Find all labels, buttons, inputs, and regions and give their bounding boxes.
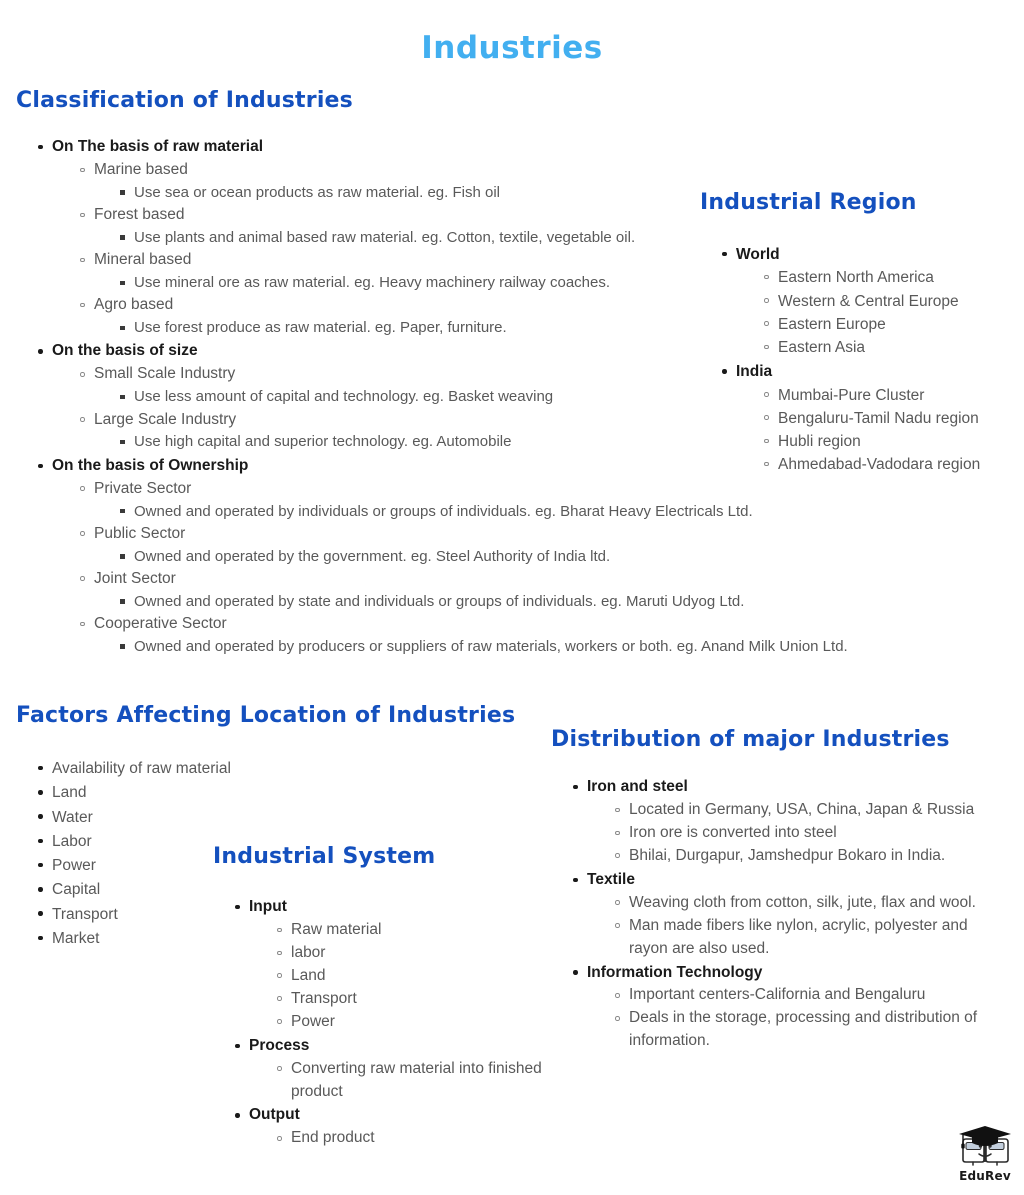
list-item <box>277 965 543 988</box>
list-item-label: Textile <box>587 870 635 888</box>
list-item-label: Market <box>52 929 100 947</box>
list-item <box>615 822 1001 845</box>
list-item-label: Input <box>249 898 287 915</box>
list-item <box>80 478 936 523</box>
list-item-label: Marine based <box>94 160 188 178</box>
list-item <box>764 290 1020 313</box>
list-item-label: Eastern North America <box>778 269 934 287</box>
list-item <box>615 845 1001 868</box>
list-item-label: Cooperative Sector <box>94 614 227 632</box>
list-item-label: Capital <box>52 881 101 899</box>
list-item-label: Joint Sector <box>94 569 176 587</box>
list-item-label: Deals in the storage, processing and distribution of information. <box>629 1009 978 1050</box>
list-item-label: On the basis of size <box>52 342 198 360</box>
list-item-label: labor <box>291 943 326 961</box>
disc-bullet-icon <box>38 349 43 354</box>
list-item <box>120 591 936 613</box>
square-bullet-icon <box>120 395 125 400</box>
circle-bullet-icon <box>615 900 620 905</box>
list-item <box>722 360 1020 476</box>
list-item-label: Power <box>291 1012 335 1030</box>
list-item <box>38 806 456 829</box>
square-bullet-icon <box>120 509 125 514</box>
disc-bullet-icon <box>38 766 43 771</box>
disc-bullet-icon <box>38 814 43 819</box>
list-item <box>80 568 936 613</box>
circle-bullet-icon <box>764 298 769 303</box>
list-item-label: End product <box>291 1129 375 1147</box>
list-item-detail: Use sea or ocean products as raw material. eg. Fish oil <box>134 183 500 201</box>
list-item <box>80 523 936 568</box>
list-item-label: World <box>736 246 780 263</box>
list-item-label: Ahmedabad-Vadodara region <box>778 456 981 474</box>
circle-bullet-icon <box>277 1136 282 1141</box>
circle-bullet-icon <box>80 417 85 422</box>
list-item-label: Mumbai-Pure Cluster <box>778 386 925 404</box>
distribution-level2-list <box>587 799 1001 868</box>
list-item <box>764 453 1020 476</box>
list-item-label: On the basis of Ownership <box>52 456 249 474</box>
system-level2-list <box>249 919 543 1034</box>
graduation-cap-book-mascot-icon <box>952 1124 1018 1168</box>
circle-bullet-icon <box>80 531 85 536</box>
list-item-label: Iron ore is converted into steel <box>629 823 837 841</box>
disc-bullet-icon <box>573 970 578 975</box>
list-item-label: Iron and steel <box>587 778 688 795</box>
circle-bullet-icon <box>80 486 85 491</box>
circle-bullet-icon <box>615 1016 620 1021</box>
list-item <box>573 962 1001 1054</box>
classification-level3-list <box>94 636 936 658</box>
classification-level3-list <box>94 546 936 568</box>
list-item <box>615 799 1001 822</box>
list-item <box>277 942 543 965</box>
list-item <box>764 384 1020 407</box>
list-item-label: Output <box>249 1106 300 1124</box>
list-item-label: Eastern Asia <box>778 339 866 356</box>
distribution-list <box>551 776 1001 1054</box>
disc-bullet-icon <box>722 252 727 257</box>
list-item-label: Forest based <box>94 206 185 224</box>
disc-bullet-icon <box>38 464 43 469</box>
list-item-label: Agro based <box>94 296 174 314</box>
classification-level2-list <box>52 478 936 659</box>
list-item-label: Private Sector <box>94 479 192 497</box>
list-item-label: Raw material <box>291 920 382 938</box>
list-item <box>573 869 1001 961</box>
list-item-detail: Use less amount of capital and technology. eg. Basket weaving <box>134 388 554 406</box>
list-item-label: On The basis of raw material <box>52 138 264 155</box>
list-item-detail: Owned and operated by producers or suppliers of raw materials, workers or both. eg. Anand Milk Union Ltd. <box>134 637 848 655</box>
circle-bullet-icon <box>277 1019 282 1024</box>
list-item <box>615 984 1001 1007</box>
list-item <box>615 1007 1001 1053</box>
list-item-label: Land <box>52 784 87 802</box>
list-item <box>615 892 1001 915</box>
disc-bullet-icon <box>38 936 43 941</box>
distribution-level2-list <box>587 892 1001 961</box>
system-level1-list <box>213 896 543 1150</box>
circle-bullet-icon <box>277 996 282 1001</box>
square-bullet-icon <box>120 235 125 240</box>
square-bullet-icon <box>120 281 125 286</box>
list-item-label: Transport <box>291 989 357 1007</box>
circle-bullet-icon <box>615 853 620 858</box>
circle-bullet-icon <box>80 213 85 218</box>
list-item <box>764 407 1020 430</box>
section-heading-classification: Classification of Industries <box>16 88 353 113</box>
system-level2-list <box>249 1127 543 1150</box>
list-item-detail: Use plants and animal based raw material. eg. Cotton, textile, vegetable oil. <box>134 229 636 246</box>
square-bullet-icon <box>120 326 125 331</box>
section-heading-factors: Factors Affecting Location of Industries <box>16 703 516 728</box>
edurev-wordmark: EduRev <box>959 1169 1011 1183</box>
list-item <box>235 1035 543 1104</box>
disc-bullet-icon <box>573 878 578 883</box>
list-item-detail: Owned and operated by the government. eg. Steel Authority of India ltd. <box>134 547 611 565</box>
list-item <box>38 455 936 658</box>
circle-bullet-icon <box>80 168 85 173</box>
distribution-level2-list <box>587 984 1001 1053</box>
list-item <box>573 776 1001 868</box>
disc-bullet-icon <box>38 863 43 868</box>
disc-bullet-icon <box>722 369 727 374</box>
circle-bullet-icon <box>277 951 282 956</box>
list-item-detail: Owned and operated by individuals or groups of individuals. eg. Bharat Heavy Electricals Ltd. <box>134 502 753 520</box>
list-item <box>277 1127 543 1150</box>
circle-bullet-icon <box>615 923 620 928</box>
circle-bullet-icon <box>764 415 769 420</box>
section-heading-industrial-system: Industrial System <box>213 844 436 869</box>
disc-bullet-icon <box>38 790 43 795</box>
circle-bullet-icon <box>764 392 769 397</box>
list-item-detail: Use forest produce as raw material. eg. Paper, furniture. <box>134 319 507 337</box>
list-item-label: India <box>736 363 773 381</box>
circle-bullet-icon <box>277 1066 282 1071</box>
square-bullet-icon <box>120 554 125 559</box>
disc-bullet-icon <box>38 911 43 916</box>
list-item-label: Power <box>52 857 96 874</box>
list-item-label: Public Sector <box>94 524 186 542</box>
circle-bullet-icon <box>764 439 769 444</box>
list-item <box>80 613 936 658</box>
classification-level3-list <box>94 501 936 523</box>
list-item <box>615 915 1001 961</box>
list-item-label: Bhilai, Durgapur, Jamshedpur Bokaro in India. <box>629 846 946 864</box>
list-item <box>120 636 936 658</box>
list-item-label: Water <box>52 808 93 826</box>
circle-bullet-icon <box>764 275 769 280</box>
circle-bullet-icon <box>764 462 769 467</box>
disc-bullet-icon <box>235 1113 240 1118</box>
list-item <box>277 1011 543 1034</box>
region-level2-list <box>736 266 1020 359</box>
list-item <box>235 1104 543 1150</box>
circle-bullet-icon <box>80 258 85 263</box>
circle-bullet-icon <box>764 321 769 326</box>
list-item <box>764 336 1020 359</box>
list-item-label: Mineral based <box>94 251 192 269</box>
list-item-label: Labor <box>52 832 92 850</box>
list-item-label: Converting raw material into finished product <box>291 1059 542 1100</box>
region-level2-list <box>736 384 1020 477</box>
disc-bullet-icon <box>38 839 43 844</box>
square-bullet-icon <box>120 440 125 445</box>
list-item <box>120 501 936 523</box>
list-item-label: Western & Central Europe <box>778 292 959 310</box>
system-level2-list <box>249 1058 543 1104</box>
list-item <box>722 243 1020 359</box>
section-heading-distribution: Distribution of major Industries <box>551 727 950 752</box>
list-item-detail: Use mineral ore as raw material. eg. Heavy machinery railway coaches. <box>134 274 611 292</box>
list-item <box>277 919 543 942</box>
list-item-label: Hubli region <box>778 433 861 450</box>
list-item-label: Important centers-California and Bengaluru <box>629 986 926 1004</box>
list-item-detail: Owned and operated by state and individuals or groups of individuals. eg. Maruti Udyog Ltd. <box>134 592 745 610</box>
disc-bullet-icon <box>38 887 43 892</box>
industrial-system-list <box>213 896 543 1151</box>
circle-bullet-icon <box>277 973 282 978</box>
section-heading-industrial-region: Industrial Region <box>700 190 917 215</box>
circle-bullet-icon <box>615 993 620 998</box>
circle-bullet-icon <box>764 345 769 350</box>
list-item-label: Small Scale Industry <box>94 365 236 383</box>
list-item-label: Large Scale Industry <box>94 410 237 428</box>
list-item <box>277 988 543 1011</box>
square-bullet-icon <box>120 190 125 195</box>
list-item <box>38 757 456 780</box>
list-item <box>764 430 1020 453</box>
circle-bullet-icon <box>80 576 85 581</box>
disc-bullet-icon <box>235 905 240 910</box>
list-item <box>38 781 456 804</box>
list-item-label: Located in Germany, USA, China, Japan & Russia <box>629 800 975 818</box>
list-item-label: Man made fibers like nylon, acrylic, polyester and rayon are also used. <box>629 916 968 957</box>
list-item-label: Eastern Europe <box>778 315 886 333</box>
circle-bullet-icon <box>80 622 85 627</box>
list-item-label: Weaving cloth from cotton, silk, jute, flax and wool. <box>629 893 976 911</box>
list-item-label: Bengaluru-Tamil Nadu region <box>778 409 979 427</box>
list-item-label: Transport <box>52 905 118 923</box>
circle-bullet-icon <box>277 928 282 933</box>
region-level1-list <box>700 243 1020 477</box>
list-item-label: Land <box>291 966 326 984</box>
list-item <box>235 896 543 1034</box>
list-item <box>277 1058 543 1104</box>
page-title: Industries <box>421 30 603 66</box>
list-item <box>764 313 1020 336</box>
list-item-label: Availability of raw material <box>52 760 231 777</box>
square-bullet-icon <box>120 599 125 604</box>
disc-bullet-icon <box>573 785 578 790</box>
edurev-logo <box>952 1124 1018 1188</box>
list-item <box>120 546 936 568</box>
circle-bullet-icon <box>80 372 85 377</box>
list-item-detail: Use high capital and superior technology. eg. Automobile <box>134 433 512 451</box>
list-item <box>764 266 1020 289</box>
circle-bullet-icon <box>615 808 620 813</box>
circle-bullet-icon <box>615 831 620 836</box>
disc-bullet-icon <box>38 145 43 150</box>
circle-bullet-icon <box>80 303 85 308</box>
square-bullet-icon <box>120 644 125 649</box>
distribution-level1-list <box>551 776 1001 1053</box>
classification-level3-list <box>94 591 936 613</box>
industrial-region-list <box>700 243 1020 478</box>
list-item-label: Information Technology <box>587 963 763 981</box>
list-item-label: Process <box>249 1036 310 1054</box>
disc-bullet-icon <box>235 1044 240 1049</box>
